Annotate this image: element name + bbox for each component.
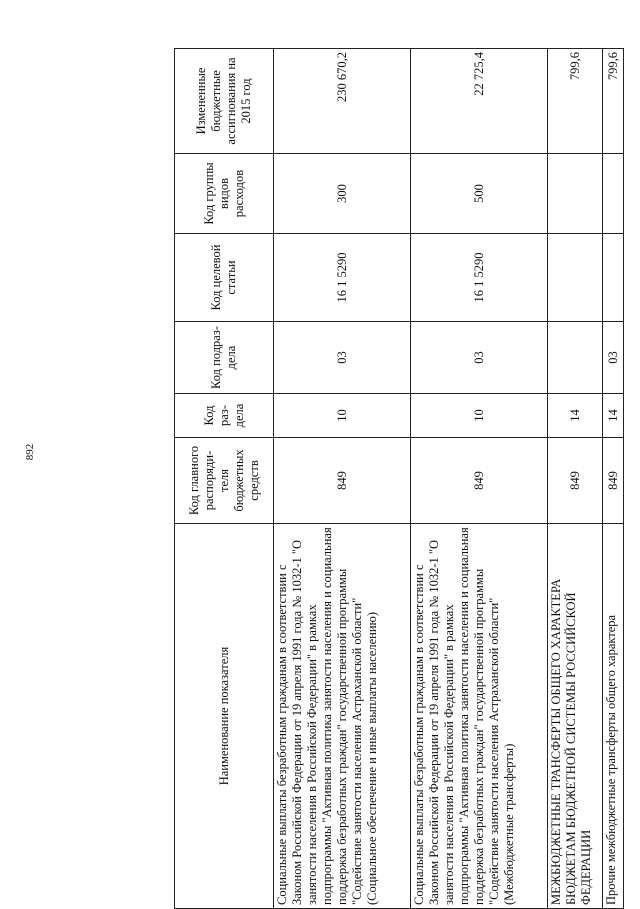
header-subsection-code: Код подраз-дела <box>175 322 274 394</box>
cell-indicator-name: Прочие межбюджетные трансферты общего характера <box>603 524 624 909</box>
cell-subsection-code: 03 <box>603 322 624 394</box>
cell-expense-group-code <box>548 154 603 234</box>
cell-grbs-code: 849 <box>603 438 624 524</box>
cell-grbs-code: 849 <box>548 438 603 524</box>
cell-subsection-code: 03 <box>411 322 548 394</box>
cell-target-article-code: 16 1 5290 <box>411 234 548 322</box>
budget-table <box>174 48 624 909</box>
cell-budget-amount: 230 670,2 <box>274 49 411 154</box>
header-indicator-name: Наименование показателя <box>175 524 274 909</box>
cell-section-code: 14 <box>548 394 603 438</box>
cell-subsection-code <box>548 322 603 394</box>
cell-subsection-code: 03 <box>274 322 411 394</box>
budget-table-wrapper <box>174 49 620 909</box>
header-section-code: Код раз-дела <box>175 394 274 438</box>
cell-target-article-code: 16 1 5290 <box>274 234 411 322</box>
cell-indicator-name: МЕЖБЮДЖЕТНЫЕ ТРАНСФЕРТЫ ОБЩЕГО ХАРАКТЕРА БЮДЖЕТАМ БЮДЖЕТНОЙ СИСТЕМЫ РОССИЙСКОЙ ФЕДЕРАЦИИ <box>548 524 603 909</box>
cell-grbs-code: 849 <box>411 438 548 524</box>
cell-target-article-code <box>548 234 603 322</box>
cell-grbs-code: 849 <box>274 438 411 524</box>
cell-budget-amount: 22 725,4 <box>411 49 548 154</box>
header-budget-amount: Измененные бюджетные ассигнования на 2015 год <box>175 49 274 154</box>
table-header-row <box>175 49 274 909</box>
header-expense-group-code: Код группы видов расходов <box>175 154 274 234</box>
table-row <box>548 49 603 909</box>
cell-expense-group-code <box>603 154 624 234</box>
cell-section-code: 10 <box>411 394 548 438</box>
table-row <box>603 49 624 909</box>
cell-section-code: 14 <box>603 394 624 438</box>
cell-expense-group-code: 300 <box>274 154 411 234</box>
cell-indicator-name: Социальные выплаты безработным гражданам в соответствии с Законом Российской Федерации от 19 апреля 1991 года № 1032-1 "О занятости населения в Российской Федерации" в рамках подпрограммы "Активная политика занятости населения и социальная поддержка безработных граждан" государственной программы "Содействие занятости населения Астраханской области" (Социальное обеспечение и иные выплаты населению) <box>274 524 411 909</box>
cell-expense-group-code: 500 <box>411 154 548 234</box>
cell-target-article-code <box>603 234 624 322</box>
cell-budget-amount: 799,6 <box>603 49 624 154</box>
table-row <box>411 49 548 909</box>
cell-section-code: 10 <box>274 394 411 438</box>
cell-indicator-name: Социальные выплаты безработным гражданам в соответствии с Законом Российской Федерации от 19 апреля 1991 года № 1032-1 "О занятости населения в Российской Федерации" в рамках подпрограммы "Активная политика занятости населения и социальная поддержка безработных граждан" государственной программы "Содействие занятости населения Астраханской области" (Межбюджетные трансферты) <box>411 524 548 909</box>
cell-budget-amount: 799,6 <box>548 49 603 154</box>
table-row <box>274 49 411 909</box>
header-target-article-code: Код целевой статьи <box>175 234 274 322</box>
page-number: 892 <box>24 443 36 461</box>
header-grbs-code: Код главного распоряди-теля бюджетных средств <box>175 438 274 524</box>
